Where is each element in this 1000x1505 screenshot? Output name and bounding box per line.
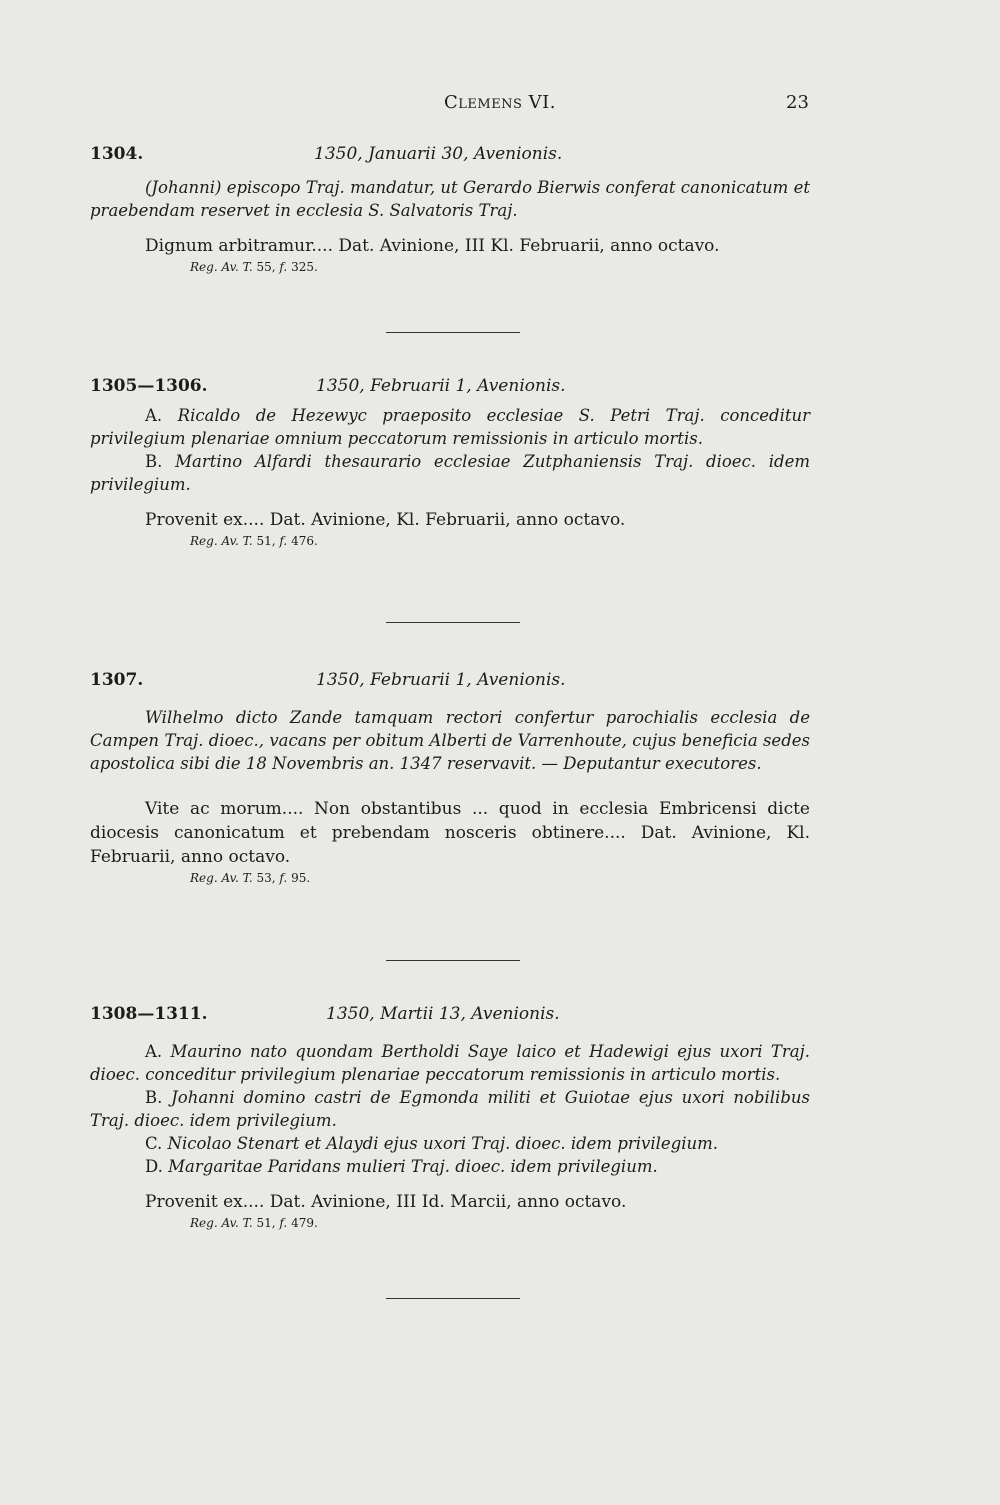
ref-folio-label: f.	[279, 260, 288, 274]
ref-prefix: Reg. Av. T.	[190, 534, 253, 548]
ref-prefix: Reg. Av. T.	[190, 260, 253, 274]
entry-1308-1311	[90, 1004, 810, 1232]
item-letter: C.	[145, 1134, 163, 1153]
item-letter: D.	[145, 1157, 163, 1176]
item-text: Johanni domino castri de Egmonda militi et Guiotae ejus uxori nobilibus Traj. dioec. idem privilegium.	[90, 1088, 810, 1130]
ref-volume: 51,	[256, 534, 276, 548]
entry-text	[90, 797, 810, 869]
entry-number: 1305—1306.	[90, 376, 208, 396]
ref-folio: 479.	[291, 1216, 318, 1230]
entry-text	[90, 508, 810, 532]
separator-rule	[386, 622, 520, 623]
list-item	[90, 450, 810, 496]
separator-rule	[386, 960, 520, 961]
item-text: Ricaldo de Hezewyc praeposito ecclesiae S. Petri Traj. conceditur privilegium plenariae omnium peccatorum remissionis in articulo mortis.	[90, 406, 811, 448]
list-item	[90, 1155, 810, 1178]
ref-folio-label: f.	[279, 871, 288, 885]
running-header: Clemens VI.	[443, 92, 557, 113]
ref-volume: 51,	[256, 1216, 276, 1230]
ref-folio: 95.	[291, 871, 311, 885]
item-letter: A.	[145, 406, 163, 425]
entry-text	[90, 1190, 810, 1214]
item-letter: A.	[145, 1042, 163, 1061]
item-text: Margaritae Paridans mulieri Traj. dioec. idem privilegium.	[168, 1157, 658, 1176]
body-paragraph: Dignum arbitramur.... Dat. Avinione, III Kl. Februarii, anno octavo.	[145, 236, 720, 256]
entry-items	[90, 1040, 810, 1178]
entry-1304	[90, 144, 810, 276]
body-paragraph: Vite ac morum.... Non obstantibus ... quod in ecclesia Embricensi dicte diocesis canonicatum et prebendam nosceris obtinere.... Dat. Avinione, Kl. Februarii, anno octavo.	[90, 799, 810, 867]
ref-prefix: Reg. Av. T.	[190, 871, 253, 885]
ref-folio: 476.	[291, 534, 318, 548]
item-letter: B.	[145, 452, 163, 471]
page-number: 23	[786, 92, 809, 113]
entry-items	[90, 404, 810, 496]
body-paragraph: Provenit ex.... Dat. Avinione, III Id. Marcii, anno octavo.	[145, 1192, 627, 1212]
entry-1307	[90, 670, 810, 887]
list-item	[90, 404, 810, 450]
entry-summary	[90, 176, 810, 222]
list-item	[90, 1040, 810, 1086]
entry-text	[90, 234, 810, 258]
separator-rule	[386, 332, 520, 333]
list-item	[90, 1132, 810, 1155]
register-reference	[190, 532, 810, 550]
entry-date: 1350, Martii 13, Avenionis.	[326, 1004, 560, 1024]
entry-number: 1307.	[90, 670, 144, 690]
ref-folio: 325.	[291, 260, 318, 274]
entry-date: 1350, Februarii 1, Avenionis.	[316, 376, 566, 396]
entry-number: 1304.	[90, 144, 144, 164]
entry-date: 1350, Februarii 1, Avenionis.	[316, 670, 566, 690]
ref-volume: 55,	[256, 260, 276, 274]
item-letter: B.	[145, 1088, 163, 1107]
summary-text: Wilhelmo dicto Zande tamquam rectori confertur parochialis ecclesia de Campen Traj. dioec., vacans per obitum Alberti de Varrenhoute, cujus beneficia sedes apostolica sibi die 18 Novembris an. 1347 reservavit. — Deputantur executores.	[90, 708, 810, 773]
ref-prefix: Reg. Av. T.	[190, 1216, 253, 1230]
register-reference	[190, 869, 810, 887]
summary-text: (Johanni) episcopo Traj. mandatur, ut Gerardo Bierwis conferat canonicatum et praebendam reservet in ecclesia S. Salvatoris Traj.	[90, 178, 810, 220]
entry-date: 1350, Januarii 30, Avenionis.	[314, 144, 563, 164]
entry-number: 1308—1311.	[90, 1004, 208, 1024]
entry-summary	[90, 706, 810, 775]
ref-volume: 53,	[256, 871, 276, 885]
item-text: Nicolao Stenart et Alaydi ejus uxori Traj. dioec. idem privilegium.	[167, 1134, 719, 1153]
item-text: Martino Alfardi thesaurario ecclesiae Zutphaniensis Traj. dioec. idem privilegium.	[90, 452, 811, 494]
register-reference	[190, 1214, 810, 1232]
ref-folio-label: f.	[279, 1216, 288, 1230]
list-item	[90, 1086, 810, 1132]
register-reference	[190, 258, 810, 276]
item-text: Maurino nato quondam Bertholdi Saye laico et Hadewigi ejus uxori Traj. dioec. conceditur privilegium plenariae peccatorum remissionis in articulo mortis.	[90, 1042, 810, 1084]
body-paragraph: Provenit ex.... Dat. Avinione, Kl. Februarii, anno octavo.	[145, 510, 626, 530]
entry-1305-1306	[90, 376, 810, 550]
ref-folio-label: f.	[279, 534, 288, 548]
separator-rule	[386, 1298, 520, 1299]
